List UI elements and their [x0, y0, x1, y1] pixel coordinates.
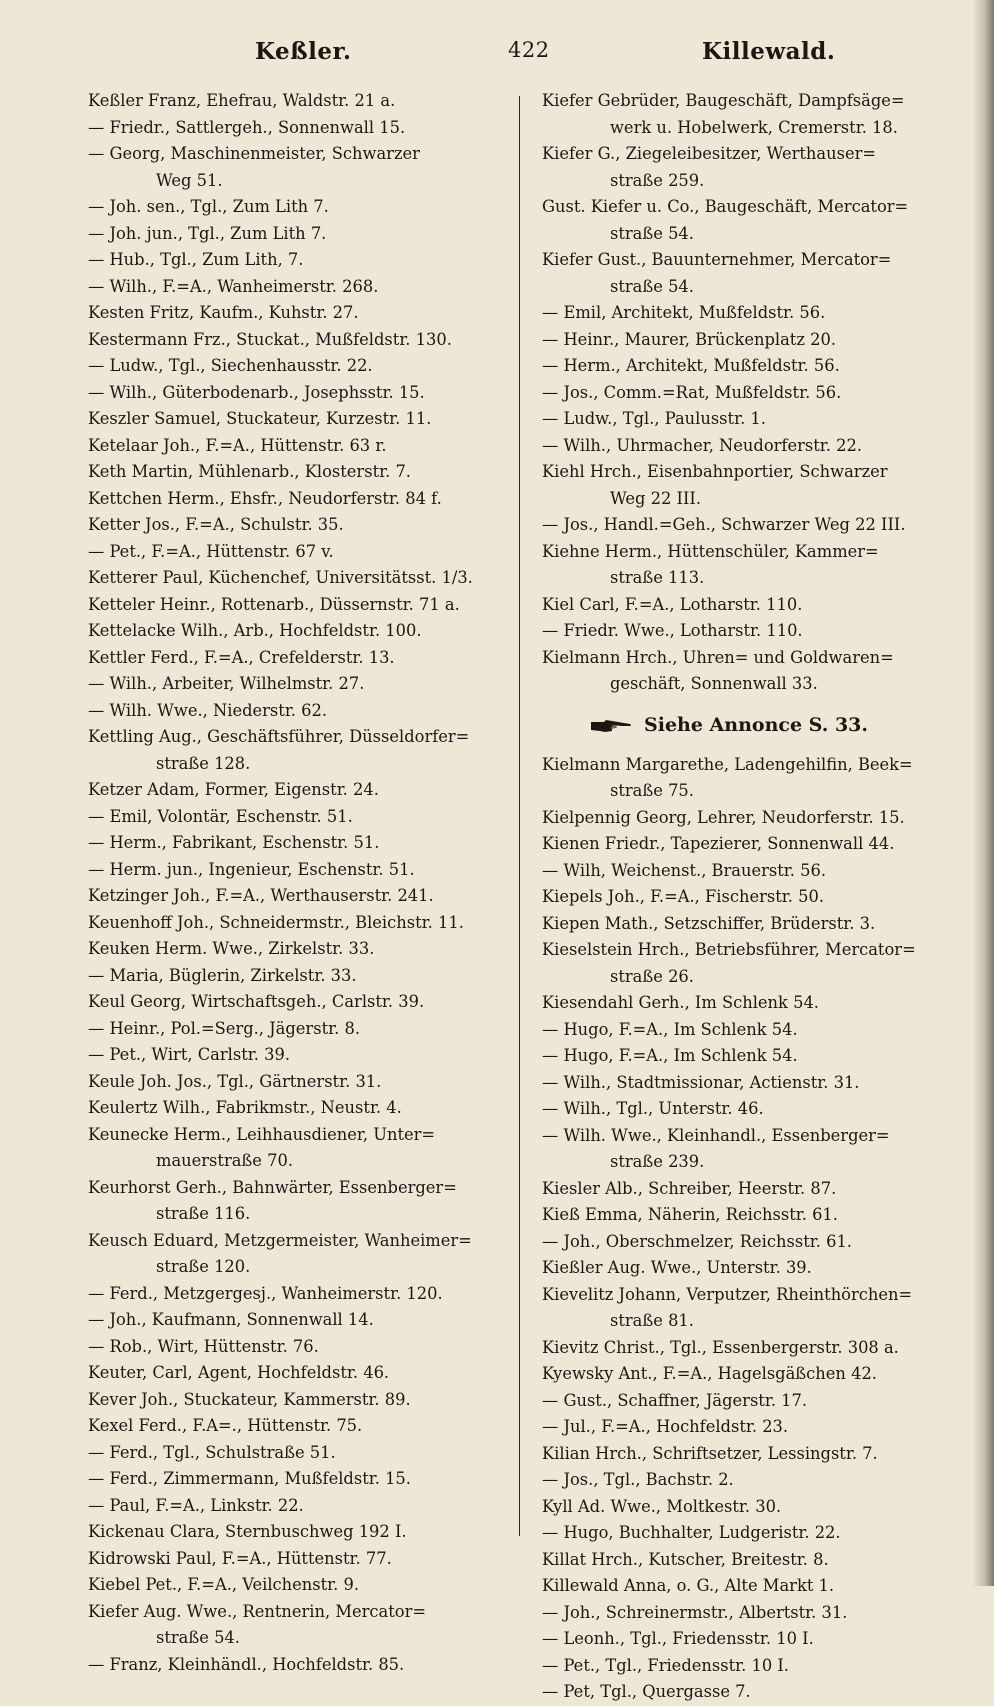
entry-continuation: straße 120. [156, 1257, 251, 1276]
directory-entry: Kettchen Herm., Ehsfr., Neudorferstr. 84 f. [88, 488, 442, 508]
page-edge-shadow [972, 0, 994, 1586]
page-header [0, 38, 994, 78]
directory-entry: — Ludw., Tgl., Paulusstr. 1. [542, 409, 766, 428]
header-left-word: Keßler. [255, 38, 352, 65]
directory-entry: — Heinr., Pol.=Serg., Jägerstr. 8. [88, 1018, 360, 1038]
directory-entry: Keszler Samuel, Stuckateur, Kurzestr. 11. [88, 409, 432, 428]
directory-entry: Keul Georg, Wirtschaftsgeh., Carlstr. 39. [88, 992, 425, 1011]
directory-entry: Gust. Kiefer u. Co., Baugeschäft, Mercator= [542, 197, 909, 216]
directory-entry: Kiefer Gebrüder, Baugeschäft, Dampfsäge= [542, 91, 905, 110]
right-column-bottom-entries [542, 752, 972, 1706]
directory-entry: Killewald Anna, o. G., Alte Markt 1. [542, 1576, 835, 1595]
directory-entry: Ketzinger Joh., F.=A., Werthauserstr. 241. [88, 886, 434, 905]
directory-entry: — Joh. jun., Tgl., Zum Lith 7. [88, 223, 327, 243]
directory-entry: — Franz, Kleinhändl., Hochfeldstr. 85. [88, 1654, 405, 1674]
entry-continuation: Weg 22 III. [610, 488, 702, 508]
directory-entry: Kievitz Christ., Tgl., Essenbergerstr. 308 a. [542, 1337, 899, 1357]
directory-entry: — Wilh., Tgl., Unterstr. 46. [542, 1099, 764, 1118]
directory-entry: — Gust., Schaffner, Jägerstr. 17. [542, 1390, 808, 1410]
directory-entry: Kiefer Gust., Bauunternehmer, Mercator= [542, 250, 892, 269]
directory-entry: — Paul, F.=A., Linkstr. 22. [88, 1495, 304, 1515]
directory-entry: Kieß Emma, Näherin, Reichsstr. 61. [542, 1205, 838, 1224]
directory-entry: — Wilh., Güterbodenarb., Josephsstr. 15. [88, 382, 425, 402]
directory-entry: Ketteler Heinr., Rottenarb., Düssernstr. 71 a. [88, 594, 460, 614]
directory-entry: — Leonh., Tgl., Friedensstr. 10 I. [542, 1629, 814, 1648]
directory-entry: Kiesendahl Gerh., Im Schlenk 54. [542, 993, 819, 1012]
directory-entry: — Pet., Wirt, Carlstr. 39. [88, 1045, 291, 1064]
directory-entry: — Wilh., Stadtmissionar, Actienstr. 31. [542, 1072, 860, 1092]
directory-entry: — Jos., Comm.=Rat, Mußfeldstr. 56. [542, 382, 842, 402]
directory-entry: — Maria, Büglerin, Zirkelstr. 33. [88, 965, 357, 985]
directory-entry: Kyewsky Ant., F.=A., Hagelsgäßchen 42. [542, 1364, 877, 1383]
directory-entry: Keurhorst Gerh., Bahnwärter, Essenberger= [88, 1177, 457, 1197]
directory-entry: — Emil, Architekt, Mußfeldstr. 56. [542, 303, 826, 322]
directory-entry: — Georg, Maschinenmeister, Schwarzer [88, 144, 420, 163]
page-number: 422 [508, 38, 550, 62]
directory-entry: Kidrowski Paul, F.=A., Hüttenstr. 77. [88, 1548, 392, 1568]
directory-entry: Kievelitz Johann, Verputzer, Rheinthörchen= [542, 1284, 913, 1304]
directory-entry: — Hub., Tgl., Zum Lith, 7. [88, 250, 304, 269]
directory-entry: — Wilh., F.=A., Wanheimerstr. 268. [88, 276, 379, 296]
directory-entry: — Herm., Architekt, Mußfeldstr. 56. [542, 356, 840, 375]
directory-entry: Kiehne Herm., Hüttenschüler, Kammer= [542, 541, 879, 561]
left-column [88, 88, 508, 1678]
directory-entry: — Pet, Tgl., Quergasse 7. [542, 1682, 751, 1701]
directory-entry: — Joh., Schreinermstr., Albertstr. 31. [542, 1602, 848, 1622]
directory-entry: — Herm. jun., Ingenieur, Eschenstr. 51. [88, 859, 415, 879]
directory-entry: Killat Hrch., Kutscher, Breitestr. 8. [542, 1549, 829, 1569]
directory-entry: — Hugo, Buchhalter, Ludgeristr. 22. [542, 1523, 841, 1542]
directory-entry: Keth Martin, Mühlenarb., Klosterstr. 7. [88, 462, 411, 481]
directory-entry: — Ferd., Tgl., Schulstraße 51. [88, 1442, 336, 1462]
directory-entry: Kiefer Aug. Wwe., Rentnerin, Mercator= [88, 1601, 427, 1621]
directory-entry: — Herm., Fabrikant, Eschenstr. 51. [88, 833, 380, 852]
entry-continuation: werk u. Hobelwerk, Cremerstr. 18. [610, 117, 898, 137]
directory-entry: — Jos., Handl.=Geh., Schwarzer Weg 22 III. [542, 515, 906, 534]
directory-entry: Kyll Ad. Wwe., Moltkestr. 30. [542, 1496, 782, 1516]
directory-entry: — Wilh., Uhrmacher, Neudorferstr. 22. [542, 435, 863, 455]
directory-entry: Kießler Aug. Wwe., Unterstr. 39. [542, 1258, 812, 1277]
directory-entry: Kickenau Clara, Sternbuschweg 192 I. [88, 1522, 407, 1541]
directory-entry: — Wilh. Wwe., Kleinhandl., Essenberger= [542, 1125, 890, 1145]
directory-entry: Kettling Aug., Geschäftsführer, Düsseldorfer= [88, 727, 470, 746]
directory-entry: Kettler Ferd., F.=A., Crefelderstr. 13. [88, 647, 395, 667]
directory-entry: Keunecke Herm., Leihhausdiener, Unter= [88, 1124, 436, 1144]
entry-continuation: straße 259. [610, 170, 705, 190]
directory-entry: — Hugo, F.=A., Im Schlenk 54. [542, 1046, 798, 1065]
directory-entry: — Ludw., Tgl., Siechenhausstr. 22. [88, 356, 373, 375]
directory-entry: Kettelacke Wilh., Arb., Hochfeldstr. 100. [88, 621, 422, 640]
entry-continuation: straße 81. [610, 1311, 694, 1330]
directory-entry: — Pet., Tgl., Friedensstr. 10 I. [542, 1655, 789, 1675]
directory-entry: — Joh. sen., Tgl., Zum Lith 7. [88, 197, 329, 216]
directory-entry: Keulertz Wilh., Fabrikmstr., Neustr. 4. [88, 1098, 402, 1117]
directory-entry: Kilian Hrch., Schriftsetzer, Lessingstr. 7. [542, 1443, 878, 1463]
directory-entry: Kielmann Margarethe, Ladengehilfin, Beek= [542, 754, 913, 774]
directory-entry: — Friedr. Wwe., Lotharstr. 110. [542, 621, 803, 640]
directory-entry: Ketter Jos., F.=A., Schulstr. 35. [88, 515, 344, 534]
directory-entry: — Wilh. Wwe., Niederstr. 62. [88, 700, 328, 720]
entry-continuation: straße 128. [156, 753, 251, 773]
directory-entry: Keule Joh. Jos., Tgl., Gärtnerstr. 31. [88, 1071, 382, 1091]
entry-continuation: Weg 51. [156, 170, 223, 190]
directory-entry: Kienen Friedr., Tapezierer, Sonnenwall 44. [542, 834, 895, 853]
directory-entry: Ketelaar Joh., F.=A., Hüttenstr. 63 r. [88, 435, 387, 455]
directory-entry: Kieselstein Hrch., Betriebsführer, Mercator= [542, 940, 916, 959]
directory-entry: Kiebel Pet., F.=A., Veilchenstr. 9. [88, 1575, 360, 1594]
directory-entry: — Pet., F.=A., Hüttenstr. 67 v. [88, 541, 334, 561]
pointing-hand-icon [590, 718, 632, 734]
right-column [542, 88, 972, 1706]
directory-entry: — Ferd., Zimmermann, Mußfeldstr. 15. [88, 1469, 411, 1488]
advertisement-notice [542, 698, 972, 752]
directory-entry: — Wilh., Arbeiter, Wilhelmstr. 27. [88, 674, 365, 693]
entry-continuation: straße 54. [610, 223, 694, 243]
directory-entry: Ketterer Paul, Küchenchef, Universitätsst. 1/3. [88, 568, 473, 587]
directory-entry: Kiesler Alb., Schreiber, Heerstr. 87. [542, 1178, 837, 1198]
entry-continuation: straße 54. [156, 1628, 240, 1647]
notice-text: Siehe Annonce S. 33. [644, 713, 869, 736]
directory-entry: Kiepen Math., Setzschiffer, Brüderstr. 3. [542, 913, 876, 933]
directory-entry: — Heinr., Maurer, Brückenplatz 20. [542, 329, 836, 349]
entry-continuation: straße 26. [610, 966, 694, 986]
directory-entry: Keusch Eduard, Metzgermeister, Wanheimer= [88, 1230, 472, 1250]
entry-continuation: mauerstraße 70. [156, 1151, 294, 1170]
directory-entry: Kiefer G., Ziegeleibesitzer, Werthauser= [542, 144, 877, 163]
directory-entry: — Jos., Tgl., Bachstr. 2. [542, 1470, 734, 1489]
directory-entry: — Ferd., Metzgergesj., Wanheimerstr. 120. [88, 1283, 443, 1303]
directory-entry: — Friedr., Sattlergeh., Sonnenwall 15. [88, 117, 406, 137]
right-column-top-entries [542, 88, 972, 698]
directory-entry: Kielpennig Georg, Lehrer, Neudorferstr. 15. [542, 807, 905, 827]
directory-entry: — Emil, Volontär, Eschenstr. 51. [88, 806, 353, 826]
directory-entry: Ketzer Adam, Former, Eigenstr. 24. [88, 780, 379, 799]
directory-entry: — Joh., Oberschmelzer, Reichsstr. 61. [542, 1231, 852, 1251]
directory-entry: — Rob., Wirt, Hüttenstr. 76. [88, 1336, 319, 1356]
directory-entry: Kiepels Joh., F.=A., Fischerstr. 50. [542, 887, 825, 906]
directory-entry: Kielmann Hrch., Uhren= und Goldwaren= [542, 647, 894, 667]
entry-continuation: straße 54. [610, 276, 694, 296]
directory-entry: Kever Joh., Stuckateur, Kammerstr. 89. [88, 1389, 411, 1409]
directory-entry: Keßler Franz, Ehefrau, Waldstr. 21 a. [88, 91, 396, 110]
directory-entry: Kestermann Frz., Stuckat., Mußfeldstr. 130. [88, 329, 452, 349]
directory-entry: — Joh., Kaufmann, Sonnenwall 14. [88, 1310, 374, 1329]
column-divider [519, 96, 520, 1536]
entry-continuation: straße 239. [610, 1152, 705, 1171]
entry-continuation: geschäft, Sonnenwall 33. [610, 674, 818, 693]
directory-entry: Keuenhoff Joh., Schneidermstr., Bleichstr. 11. [88, 912, 464, 932]
directory-entry: — Wilh, Weichenst., Brauerstr. 56. [542, 860, 827, 880]
directory-entry: Keuter, Carl, Agent, Hochfeldstr. 46. [88, 1363, 390, 1382]
entry-continuation: straße 116. [156, 1204, 251, 1223]
entry-continuation: straße 75. [610, 781, 694, 800]
entry-continuation: straße 113. [610, 568, 705, 587]
header-right-word: Killewald. [702, 38, 836, 65]
directory-entry: Kexel Ferd., F.A=., Hüttenstr. 75. [88, 1416, 363, 1435]
directory-entry: Keuken Herm. Wwe., Zirkelstr. 33. [88, 939, 375, 958]
directory-entry: Kiel Carl, F.=A., Lotharstr. 110. [542, 594, 803, 614]
directory-entry: Kesten Fritz, Kaufm., Kuhstr. 27. [88, 303, 359, 322]
directory-entry: — Hugo, F.=A., Im Schlenk 54. [542, 1019, 798, 1039]
directory-entry: Kiehl Hrch., Eisenbahnportier, Schwarzer [542, 462, 888, 481]
directory-entry: — Jul., F.=A., Hochfeldstr. 23. [542, 1417, 789, 1436]
